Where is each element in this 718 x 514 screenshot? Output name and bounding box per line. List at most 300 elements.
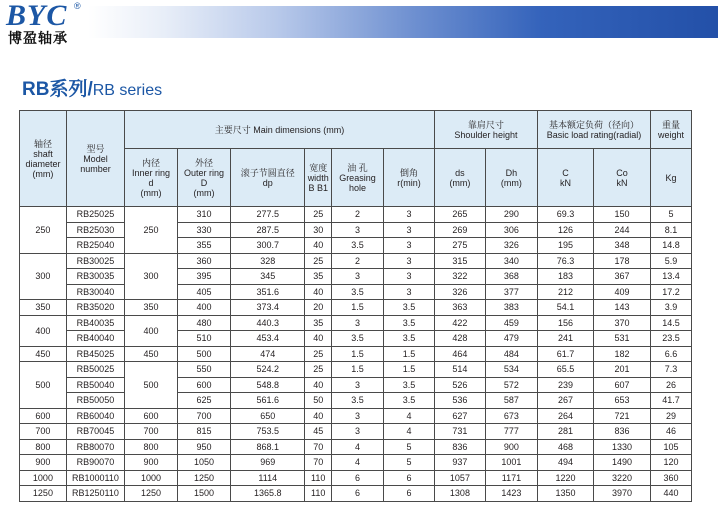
header-grease-cn: 油 孔 <box>347 162 368 173</box>
table-row <box>20 393 692 409</box>
outer-cell: 1250 <box>178 470 231 486</box>
inner-ring-cell: 700 <box>125 424 178 440</box>
ds-cell: 363 <box>434 300 485 316</box>
grease-cell: 3.5 <box>331 238 383 254</box>
dp-cell: 453.4 <box>231 331 305 347</box>
co-cell: 531 <box>594 331 651 347</box>
model-cell: RB25025 <box>66 207 124 223</box>
rb-series-table <box>19 110 692 502</box>
banner-gradient <box>88 6 718 38</box>
width-cell: 70 <box>305 455 332 471</box>
kg-cell: 41.7 <box>651 393 692 409</box>
outer-cell: 355 <box>178 238 231 254</box>
table-row <box>20 455 692 471</box>
c-cell: 494 <box>537 455 593 471</box>
grease-cell: 3 <box>331 408 383 424</box>
dh-cell: 479 <box>485 331 537 347</box>
header-inner-unit: (mm) <box>140 187 162 198</box>
header-outer-en2: D <box>200 177 208 188</box>
ds-cell: 1308 <box>434 486 485 502</box>
kg-cell: 5 <box>651 207 692 223</box>
header-shaft-diameter <box>20 111 67 207</box>
inner-ring-cell: 900 <box>125 455 178 471</box>
header-grease-en1: Greasing <box>339 172 376 183</box>
outer-cell: 500 <box>178 346 231 362</box>
header-width-en1: width <box>307 172 329 183</box>
outer-cell: 700 <box>178 408 231 424</box>
shaft-diameter-cell: 1250 <box>20 486 67 502</box>
header-model-cn: 型号 <box>86 143 105 154</box>
table-row <box>20 470 692 486</box>
dh-cell: 484 <box>485 346 537 362</box>
r-cell: 6 <box>383 486 434 502</box>
model-cell: RB40040 <box>66 331 124 347</box>
header-shaft-unit: (mm) <box>32 168 54 179</box>
co-cell: 1490 <box>594 455 651 471</box>
width-cell: 110 <box>305 486 332 502</box>
model-cell: RB90070 <box>66 455 124 471</box>
grease-cell: 6 <box>331 470 383 486</box>
r-cell: 3.5 <box>383 300 434 316</box>
width-cell: 25 <box>305 207 332 223</box>
ds-cell: 265 <box>434 207 485 223</box>
header-outer-en1: Outer ring <box>184 167 225 178</box>
c-cell: 212 <box>537 284 593 300</box>
grease-cell: 3 <box>331 377 383 393</box>
header-inner-cn: 内径 <box>142 157 161 168</box>
r-cell: 6 <box>383 470 434 486</box>
r-cell: 1.5 <box>383 346 434 362</box>
c-cell: 156 <box>537 315 593 331</box>
grease-cell: 3.5 <box>331 331 383 347</box>
outer-cell: 950 <box>178 439 231 455</box>
kg-cell: 5.9 <box>651 253 692 269</box>
inner-ring-cell: 450 <box>125 346 178 362</box>
grease-cell: 3 <box>331 424 383 440</box>
table-row <box>20 222 692 238</box>
inner-ring-cell: 500 <box>125 362 178 409</box>
c-cell: 54.1 <box>537 300 593 316</box>
header-ds <box>434 149 485 207</box>
header-shoulder-en: Shoulder height <box>454 129 518 140</box>
ds-cell: 627 <box>434 408 485 424</box>
grease-cell: 4 <box>331 439 383 455</box>
outer-cell: 360 <box>178 253 231 269</box>
header-width <box>305 149 332 207</box>
r-cell: 3.5 <box>383 377 434 393</box>
c-cell: 239 <box>537 377 593 393</box>
dp-cell: 753.5 <box>231 424 305 440</box>
grease-cell: 1.5 <box>331 362 383 378</box>
r-cell: 3 <box>383 222 434 238</box>
header-shaft-en1: shaft <box>33 148 53 159</box>
ds-cell: 514 <box>434 362 485 378</box>
header-dh-unit: (mm) <box>500 177 522 188</box>
inner-ring-cell: 300 <box>125 253 178 300</box>
shaft-diameter-cell: 800 <box>20 439 67 455</box>
co-cell: 3220 <box>594 470 651 486</box>
dp-cell: 561.6 <box>231 393 305 409</box>
header-outer-unit: (mm) <box>193 187 215 198</box>
r-cell: 3 <box>383 253 434 269</box>
outer-cell: 480 <box>178 315 231 331</box>
dh-cell: 326 <box>485 238 537 254</box>
header-width-cn: 宽度 <box>309 162 328 173</box>
header-chamfer-en: r(min) <box>397 177 421 188</box>
model-cell: RB50040 <box>66 377 124 393</box>
r-cell: 3 <box>383 284 434 300</box>
width-cell: 30 <box>305 222 332 238</box>
dp-cell: 287.5 <box>231 222 305 238</box>
dh-cell: 534 <box>485 362 537 378</box>
dp-cell: 650 <box>231 408 305 424</box>
c-cell: 126 <box>537 222 593 238</box>
dh-cell: 1171 <box>485 470 537 486</box>
kg-cell: 360 <box>651 470 692 486</box>
c-cell: 267 <box>537 393 593 409</box>
ds-cell: 322 <box>434 269 485 285</box>
c-cell: 1350 <box>537 486 593 502</box>
model-cell: RB30035 <box>66 269 124 285</box>
model-cell: RB70045 <box>66 424 124 440</box>
dp-cell: 868.1 <box>231 439 305 455</box>
width-cell: 50 <box>305 393 332 409</box>
ds-cell: 526 <box>434 377 485 393</box>
width-cell: 70 <box>305 439 332 455</box>
model-cell: RB1000110 <box>66 470 124 486</box>
shaft-diameter-cell: 900 <box>20 455 67 471</box>
header-chamfer-cn: 倒角 <box>399 167 418 178</box>
r-cell: 3.5 <box>383 393 434 409</box>
table-row <box>20 362 692 378</box>
model-cell: RB50050 <box>66 393 124 409</box>
table-row <box>20 424 692 440</box>
kg-cell: 6.6 <box>651 346 692 362</box>
grease-cell: 3 <box>331 269 383 285</box>
dp-cell: 277.5 <box>231 207 305 223</box>
header-banner <box>0 0 718 46</box>
table-row <box>20 408 692 424</box>
shaft-diameter-cell: 700 <box>20 424 67 440</box>
header-kg <box>651 149 692 207</box>
model-cell: RB35020 <box>66 300 124 316</box>
dp-cell: 328 <box>231 253 305 269</box>
c-cell: 281 <box>537 424 593 440</box>
outer-cell: 550 <box>178 362 231 378</box>
shaft-diameter-cell: 450 <box>20 346 67 362</box>
dp-cell: 345 <box>231 269 305 285</box>
dh-cell: 340 <box>485 253 537 269</box>
ds-cell: 269 <box>434 222 485 238</box>
header-co-label: Co <box>616 167 628 178</box>
table-row <box>20 207 692 223</box>
dp-cell: 1365.8 <box>231 486 305 502</box>
kg-cell: 8.1 <box>651 222 692 238</box>
header-c-label: C <box>562 167 569 178</box>
outer-cell: 310 <box>178 207 231 223</box>
c-cell: 195 <box>537 238 593 254</box>
dh-cell: 777 <box>485 424 537 440</box>
header-shoulder-height <box>434 111 537 149</box>
header-chamfer <box>383 149 434 207</box>
model-cell: RB60040 <box>66 408 124 424</box>
header-co-unit: kN <box>616 177 628 188</box>
model-cell: RB45025 <box>66 346 124 362</box>
co-cell: 244 <box>594 222 651 238</box>
outer-cell: 330 <box>178 222 231 238</box>
outer-cell: 625 <box>178 393 231 409</box>
header-c-unit: kN <box>559 177 571 188</box>
dh-cell: 368 <box>485 269 537 285</box>
dp-cell: 524.2 <box>231 362 305 378</box>
title-main: RB系列/ <box>22 79 93 100</box>
r-cell: 4 <box>383 408 434 424</box>
shaft-diameter-cell: 500 <box>20 362 67 409</box>
dh-cell: 673 <box>485 408 537 424</box>
header-dh-label: Dh <box>505 167 518 178</box>
co-cell: 607 <box>594 377 651 393</box>
grease-cell: 2 <box>331 207 383 223</box>
ds-cell: 428 <box>434 331 485 347</box>
kg-cell: 3.9 <box>651 300 692 316</box>
kg-cell: 23.5 <box>651 331 692 347</box>
width-cell: 20 <box>305 300 332 316</box>
co-cell: 367 <box>594 269 651 285</box>
kg-cell: 440 <box>651 486 692 502</box>
table-row <box>20 315 692 331</box>
grease-cell: 1.5 <box>331 346 383 362</box>
header-main-dimensions: 主要尺寸 Main dimensions (mm) <box>125 111 435 149</box>
grease-cell: 3.5 <box>331 284 383 300</box>
ds-cell: 937 <box>434 455 485 471</box>
header-outer-ring <box>178 149 231 207</box>
r-cell: 4 <box>383 424 434 440</box>
kg-cell: 105 <box>651 439 692 455</box>
model-cell: RB40035 <box>66 315 124 331</box>
table-row <box>20 377 692 393</box>
header-model-number <box>66 111 124 207</box>
kg-cell: 7.3 <box>651 362 692 378</box>
ds-cell: 275 <box>434 238 485 254</box>
registered-mark: ® <box>74 1 81 11</box>
ds-cell: 422 <box>434 315 485 331</box>
kg-cell: 46 <box>651 424 692 440</box>
table-row <box>20 486 692 502</box>
c-cell: 1220 <box>537 470 593 486</box>
co-cell: 370 <box>594 315 651 331</box>
header-load-rating <box>537 111 650 149</box>
co-cell: 653 <box>594 393 651 409</box>
dh-cell: 572 <box>485 377 537 393</box>
width-cell: 35 <box>305 269 332 285</box>
co-cell: 409 <box>594 284 651 300</box>
r-cell: 3 <box>383 269 434 285</box>
brand-subtitle: 博盈轴承 <box>8 30 68 46</box>
model-cell: RB25040 <box>66 238 124 254</box>
grease-cell: 6 <box>331 486 383 502</box>
table-row <box>20 253 692 269</box>
table-row <box>20 331 692 347</box>
dp-cell: 969 <box>231 455 305 471</box>
header-dp-cn: 滚子节圆直径 <box>240 167 295 178</box>
dh-cell: 377 <box>485 284 537 300</box>
kg-cell: 26 <box>651 377 692 393</box>
c-cell: 69.3 <box>537 207 593 223</box>
width-cell: 25 <box>305 346 332 362</box>
header-model-en2: number <box>80 163 111 174</box>
co-cell: 182 <box>594 346 651 362</box>
header-load-cn: 基本额定负荷（径向） <box>549 119 640 130</box>
width-cell: 45 <box>305 424 332 440</box>
co-cell: 150 <box>594 207 651 223</box>
c-cell: 76.3 <box>537 253 593 269</box>
c-cell: 264 <box>537 408 593 424</box>
header-weight-cn: 重量 <box>662 119 681 130</box>
grease-cell: 2 <box>331 253 383 269</box>
r-cell: 1.5 <box>383 362 434 378</box>
table-row <box>20 300 692 316</box>
dh-cell: 1001 <box>485 455 537 471</box>
c-cell: 241 <box>537 331 593 347</box>
width-cell: 40 <box>305 408 332 424</box>
table-row <box>20 439 692 455</box>
co-cell: 201 <box>594 362 651 378</box>
outer-cell: 395 <box>178 269 231 285</box>
co-cell: 348 <box>594 238 651 254</box>
brand-logo: BYC <box>6 0 68 32</box>
outer-cell: 815 <box>178 424 231 440</box>
grease-cell: 4 <box>331 455 383 471</box>
r-cell: 3 <box>383 207 434 223</box>
width-cell: 40 <box>305 377 332 393</box>
dp-cell: 300.7 <box>231 238 305 254</box>
header-weight <box>651 111 692 149</box>
header-inner-en1: Inner ring <box>131 167 171 178</box>
model-cell: RB50025 <box>66 362 124 378</box>
header-model-en1: Model <box>83 153 108 164</box>
r-cell: 5 <box>383 455 434 471</box>
inner-ring-cell: 250 <box>125 207 178 254</box>
page-title <box>22 74 162 101</box>
ds-cell: 464 <box>434 346 485 362</box>
header-inner-en2: d <box>148 177 154 188</box>
inner-ring-cell: 1000 <box>125 470 178 486</box>
outer-cell: 400 <box>178 300 231 316</box>
header-dp-en: dp <box>262 177 273 188</box>
model-cell: RB1250110 <box>66 486 124 502</box>
dh-cell: 900 <box>485 439 537 455</box>
header-kg-label: Kg <box>665 172 677 183</box>
shaft-diameter-cell: 400 <box>20 315 67 346</box>
c-cell: 183 <box>537 269 593 285</box>
width-cell: 40 <box>305 284 332 300</box>
model-cell: RB30025 <box>66 253 124 269</box>
width-cell: 40 <box>305 238 332 254</box>
ds-cell: 536 <box>434 393 485 409</box>
title-series: RB series <box>92 82 163 99</box>
table-row <box>20 269 692 285</box>
model-cell: RB30040 <box>66 284 124 300</box>
table-row <box>20 346 692 362</box>
dp-cell: 373.4 <box>231 300 305 316</box>
c-cell: 65.5 <box>537 362 593 378</box>
ds-cell: 315 <box>434 253 485 269</box>
inner-ring-cell: 400 <box>125 315 178 346</box>
co-cell: 178 <box>594 253 651 269</box>
outer-cell: 405 <box>178 284 231 300</box>
grease-cell: 3 <box>331 315 383 331</box>
co-cell: 1330 <box>594 439 651 455</box>
c-cell: 61.7 <box>537 346 593 362</box>
header-outer-cn: 外径 <box>195 157 214 168</box>
header-ds-unit: (mm) <box>449 177 471 188</box>
ds-cell: 1057 <box>434 470 485 486</box>
header-shaft-en2: diameter <box>25 158 61 169</box>
model-cell: RB80070 <box>66 439 124 455</box>
shaft-diameter-cell: 1000 <box>20 470 67 486</box>
header-ds-label: ds <box>455 167 465 178</box>
header-weight-en: weight <box>658 129 685 140</box>
header-pitch-diameter <box>231 149 305 207</box>
shaft-diameter-cell: 350 <box>20 300 67 316</box>
kg-cell: 14.8 <box>651 238 692 254</box>
dp-cell: 474 <box>231 346 305 362</box>
grease-cell: 3 <box>331 222 383 238</box>
dh-cell: 383 <box>485 300 537 316</box>
header-dh <box>485 149 537 207</box>
kg-cell: 29 <box>651 408 692 424</box>
shaft-diameter-cell: 600 <box>20 408 67 424</box>
header-c <box>537 149 593 207</box>
kg-cell: 14.5 <box>651 315 692 331</box>
width-cell: 110 <box>305 470 332 486</box>
r-cell: 3 <box>383 238 434 254</box>
inner-ring-cell: 350 <box>125 300 178 316</box>
kg-cell: 17.2 <box>651 284 692 300</box>
width-cell: 25 <box>305 253 332 269</box>
header-inner-ring <box>125 149 178 207</box>
ds-cell: 326 <box>434 284 485 300</box>
dp-cell: 548.8 <box>231 377 305 393</box>
header-grease-en2: hole <box>348 182 366 193</box>
grease-cell: 1.5 <box>331 300 383 316</box>
co-cell: 143 <box>594 300 651 316</box>
table-row <box>20 284 692 300</box>
r-cell: 3.5 <box>383 315 434 331</box>
table-row <box>20 238 692 254</box>
outer-cell: 600 <box>178 377 231 393</box>
shaft-diameter-cell: 300 <box>20 253 67 300</box>
inner-ring-cell: 800 <box>125 439 178 455</box>
header-shaft-cn: 轴径 <box>33 138 52 149</box>
inner-ring-cell: 600 <box>125 408 178 424</box>
dh-cell: 1423 <box>485 486 537 502</box>
co-cell: 836 <box>594 424 651 440</box>
kg-cell: 13.4 <box>651 269 692 285</box>
header-greasing-hole <box>331 149 383 207</box>
c-cell: 468 <box>537 439 593 455</box>
co-cell: 721 <box>594 408 651 424</box>
grease-cell: 3.5 <box>331 393 383 409</box>
dp-cell: 1114 <box>231 470 305 486</box>
outer-cell: 1500 <box>178 486 231 502</box>
outer-cell: 1050 <box>178 455 231 471</box>
width-cell: 25 <box>305 362 332 378</box>
r-cell: 5 <box>383 439 434 455</box>
r-cell: 3.5 <box>383 331 434 347</box>
outer-cell: 510 <box>178 331 231 347</box>
ds-cell: 836 <box>434 439 485 455</box>
